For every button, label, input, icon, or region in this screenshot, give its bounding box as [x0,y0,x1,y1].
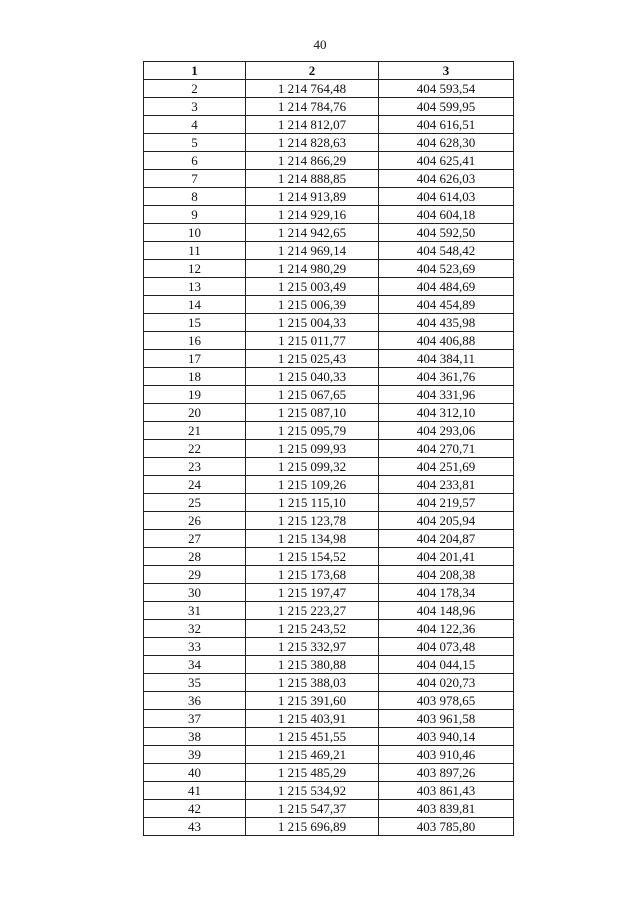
y-coordinate-cell: 404 312,10 [379,404,514,422]
x-coordinate-cell: 1 215 534,92 [246,782,379,800]
x-coordinate-cell: 1 215 025,43 [246,350,379,368]
y-coordinate-cell: 404 384,11 [379,350,514,368]
point-number-cell: 4 [144,116,246,134]
y-coordinate-cell: 404 593,54 [379,80,514,98]
y-coordinate-cell: 404 205,94 [379,512,514,530]
y-coordinate-cell: 403 839,81 [379,800,514,818]
point-number-cell: 16 [144,332,246,350]
y-coordinate-cell: 403 785,80 [379,818,514,836]
x-coordinate-cell: 1 215 099,93 [246,440,379,458]
point-number-cell: 32 [144,620,246,638]
y-coordinate-cell: 404 625,41 [379,152,514,170]
x-coordinate-cell: 1 215 154,52 [246,548,379,566]
x-coordinate-cell: 1 214 969,14 [246,242,379,260]
x-coordinate-cell: 1 215 469,21 [246,746,379,764]
point-number-cell: 27 [144,530,246,548]
table-row [144,476,514,494]
y-coordinate-cell: 403 961,58 [379,710,514,728]
point-number-cell: 30 [144,584,246,602]
point-number-cell: 9 [144,206,246,224]
table-row [144,674,514,692]
point-number-cell: 29 [144,566,246,584]
point-number-cell: 33 [144,638,246,656]
y-coordinate-cell: 404 208,38 [379,566,514,584]
point-number-cell: 37 [144,710,246,728]
y-coordinate-cell: 404 219,57 [379,494,514,512]
point-number-cell: 11 [144,242,246,260]
point-number-cell: 3 [144,98,246,116]
table-row [144,260,514,278]
column-header-x: 2 [246,62,379,80]
y-coordinate-cell: 404 044,15 [379,656,514,674]
table-row [144,530,514,548]
y-coordinate-cell: 404 592,50 [379,224,514,242]
table-row [144,440,514,458]
y-coordinate-cell: 403 978,65 [379,692,514,710]
table-row [144,728,514,746]
y-coordinate-cell: 404 548,42 [379,242,514,260]
table-row [144,80,514,98]
point-number-cell: 17 [144,350,246,368]
table-row [144,224,514,242]
x-coordinate-cell: 1 215 547,37 [246,800,379,818]
y-coordinate-cell: 404 251,69 [379,458,514,476]
y-coordinate-cell: 404 148,96 [379,602,514,620]
point-number-cell: 13 [144,278,246,296]
point-number-cell: 43 [144,818,246,836]
table-row [144,152,514,170]
point-number-cell: 21 [144,422,246,440]
table-row [144,548,514,566]
point-number-cell: 23 [144,458,246,476]
table-row [144,692,514,710]
x-coordinate-cell: 1 214 866,29 [246,152,379,170]
point-number-cell: 24 [144,476,246,494]
x-coordinate-cell: 1 214 980,29 [246,260,379,278]
x-coordinate-cell: 1 214 828,63 [246,134,379,152]
y-coordinate-cell: 404 122,36 [379,620,514,638]
column-header-y: 3 [379,62,514,80]
table-row [144,350,514,368]
point-number-cell: 25 [144,494,246,512]
point-number-cell: 42 [144,800,246,818]
x-coordinate-cell: 1 214 913,89 [246,188,379,206]
y-coordinate-cell: 404 073,48 [379,638,514,656]
point-number-cell: 14 [144,296,246,314]
y-coordinate-cell: 404 599,95 [379,98,514,116]
y-coordinate-cell: 404 233,81 [379,476,514,494]
y-coordinate-cell: 404 616,51 [379,116,514,134]
x-coordinate-cell: 1 215 040,33 [246,368,379,386]
table-row [144,242,514,260]
table-row [144,458,514,476]
y-coordinate-cell: 404 435,98 [379,314,514,332]
x-coordinate-cell: 1 215 388,03 [246,674,379,692]
table-header-row [144,62,514,80]
x-coordinate-cell: 1 214 888,85 [246,170,379,188]
y-coordinate-cell: 404 628,30 [379,134,514,152]
y-coordinate-cell: 404 178,34 [379,584,514,602]
table-row [144,710,514,728]
x-coordinate-cell: 1 215 115,10 [246,494,379,512]
table-row [144,782,514,800]
x-coordinate-cell: 1 215 451,55 [246,728,379,746]
table-row [144,404,514,422]
table-row [144,620,514,638]
x-coordinate-cell: 1 215 173,68 [246,566,379,584]
x-coordinate-cell: 1 215 087,10 [246,404,379,422]
table-row [144,800,514,818]
table-row [144,746,514,764]
x-coordinate-cell: 1 215 223,27 [246,602,379,620]
table-row [144,602,514,620]
table-row [144,656,514,674]
y-coordinate-cell: 404 604,18 [379,206,514,224]
y-coordinate-cell: 404 484,69 [379,278,514,296]
x-coordinate-cell: 1 214 812,07 [246,116,379,134]
x-coordinate-cell: 1 215 123,78 [246,512,379,530]
y-coordinate-cell: 404 270,71 [379,440,514,458]
y-coordinate-cell: 404 331,96 [379,386,514,404]
x-coordinate-cell: 1 215 696,89 [246,818,379,836]
y-coordinate-cell: 404 204,87 [379,530,514,548]
point-number-cell: 8 [144,188,246,206]
table-row [144,278,514,296]
x-coordinate-cell: 1 215 006,39 [246,296,379,314]
table-row [144,638,514,656]
point-number-cell: 12 [144,260,246,278]
x-coordinate-cell: 1 215 099,32 [246,458,379,476]
x-coordinate-cell: 1 215 109,26 [246,476,379,494]
coordinates-table [143,61,514,836]
y-coordinate-cell: 404 361,76 [379,368,514,386]
table-row [144,584,514,602]
table-row [144,206,514,224]
x-coordinate-cell: 1 215 243,52 [246,620,379,638]
x-coordinate-cell: 1 214 784,76 [246,98,379,116]
x-coordinate-cell: 1 215 197,47 [246,584,379,602]
x-coordinate-cell: 1 214 764,48 [246,80,379,98]
table-row [144,188,514,206]
x-coordinate-cell: 1 215 011,77 [246,332,379,350]
table-row [144,332,514,350]
point-number-cell: 7 [144,170,246,188]
table-row [144,314,514,332]
point-number-cell: 35 [144,674,246,692]
point-number-cell: 19 [144,386,246,404]
table-row [144,494,514,512]
point-number-cell: 5 [144,134,246,152]
table-row [144,764,514,782]
y-coordinate-cell: 403 897,26 [379,764,514,782]
y-coordinate-cell: 403 940,14 [379,728,514,746]
x-coordinate-cell: 1 215 067,65 [246,386,379,404]
x-coordinate-cell: 1 214 942,65 [246,224,379,242]
point-number-cell: 15 [144,314,246,332]
table-row [144,116,514,134]
point-number-cell: 26 [144,512,246,530]
table-body [144,80,514,836]
table-row [144,134,514,152]
point-number-cell: 18 [144,368,246,386]
y-coordinate-cell: 403 910,46 [379,746,514,764]
y-coordinate-cell: 404 406,88 [379,332,514,350]
table-row [144,170,514,188]
point-number-cell: 6 [144,152,246,170]
x-coordinate-cell: 1 215 391,60 [246,692,379,710]
y-coordinate-cell: 404 201,41 [379,548,514,566]
y-coordinate-cell: 404 020,73 [379,674,514,692]
table-row [144,98,514,116]
x-coordinate-cell: 1 215 004,33 [246,314,379,332]
table-row [144,818,514,836]
point-number-cell: 34 [144,656,246,674]
column-header-point: 1 [144,62,246,80]
x-coordinate-cell: 1 214 929,16 [246,206,379,224]
point-number-cell: 38 [144,728,246,746]
y-coordinate-cell: 404 626,03 [379,170,514,188]
table-row [144,422,514,440]
y-coordinate-cell: 404 523,69 [379,260,514,278]
point-number-cell: 2 [144,80,246,98]
x-coordinate-cell: 1 215 485,29 [246,764,379,782]
y-coordinate-cell: 404 293,06 [379,422,514,440]
point-number-cell: 22 [144,440,246,458]
y-coordinate-cell: 403 861,43 [379,782,514,800]
table-row [144,296,514,314]
y-coordinate-cell: 404 454,89 [379,296,514,314]
point-number-cell: 31 [144,602,246,620]
point-number-cell: 28 [144,548,246,566]
y-coordinate-cell: 404 614,03 [379,188,514,206]
point-number-cell: 10 [144,224,246,242]
x-coordinate-cell: 1 215 134,98 [246,530,379,548]
table-row [144,566,514,584]
x-coordinate-cell: 1 215 095,79 [246,422,379,440]
x-coordinate-cell: 1 215 003,49 [246,278,379,296]
point-number-cell: 40 [144,764,246,782]
x-coordinate-cell: 1 215 332,97 [246,638,379,656]
point-number-cell: 39 [144,746,246,764]
table-row [144,512,514,530]
x-coordinate-cell: 1 215 403,91 [246,710,379,728]
page-number: 40 [313,37,327,52]
point-number-cell: 36 [144,692,246,710]
table-row [144,386,514,404]
x-coordinate-cell: 1 215 380,88 [246,656,379,674]
table-row [144,368,514,386]
point-number-cell: 41 [144,782,246,800]
point-number-cell: 20 [144,404,246,422]
